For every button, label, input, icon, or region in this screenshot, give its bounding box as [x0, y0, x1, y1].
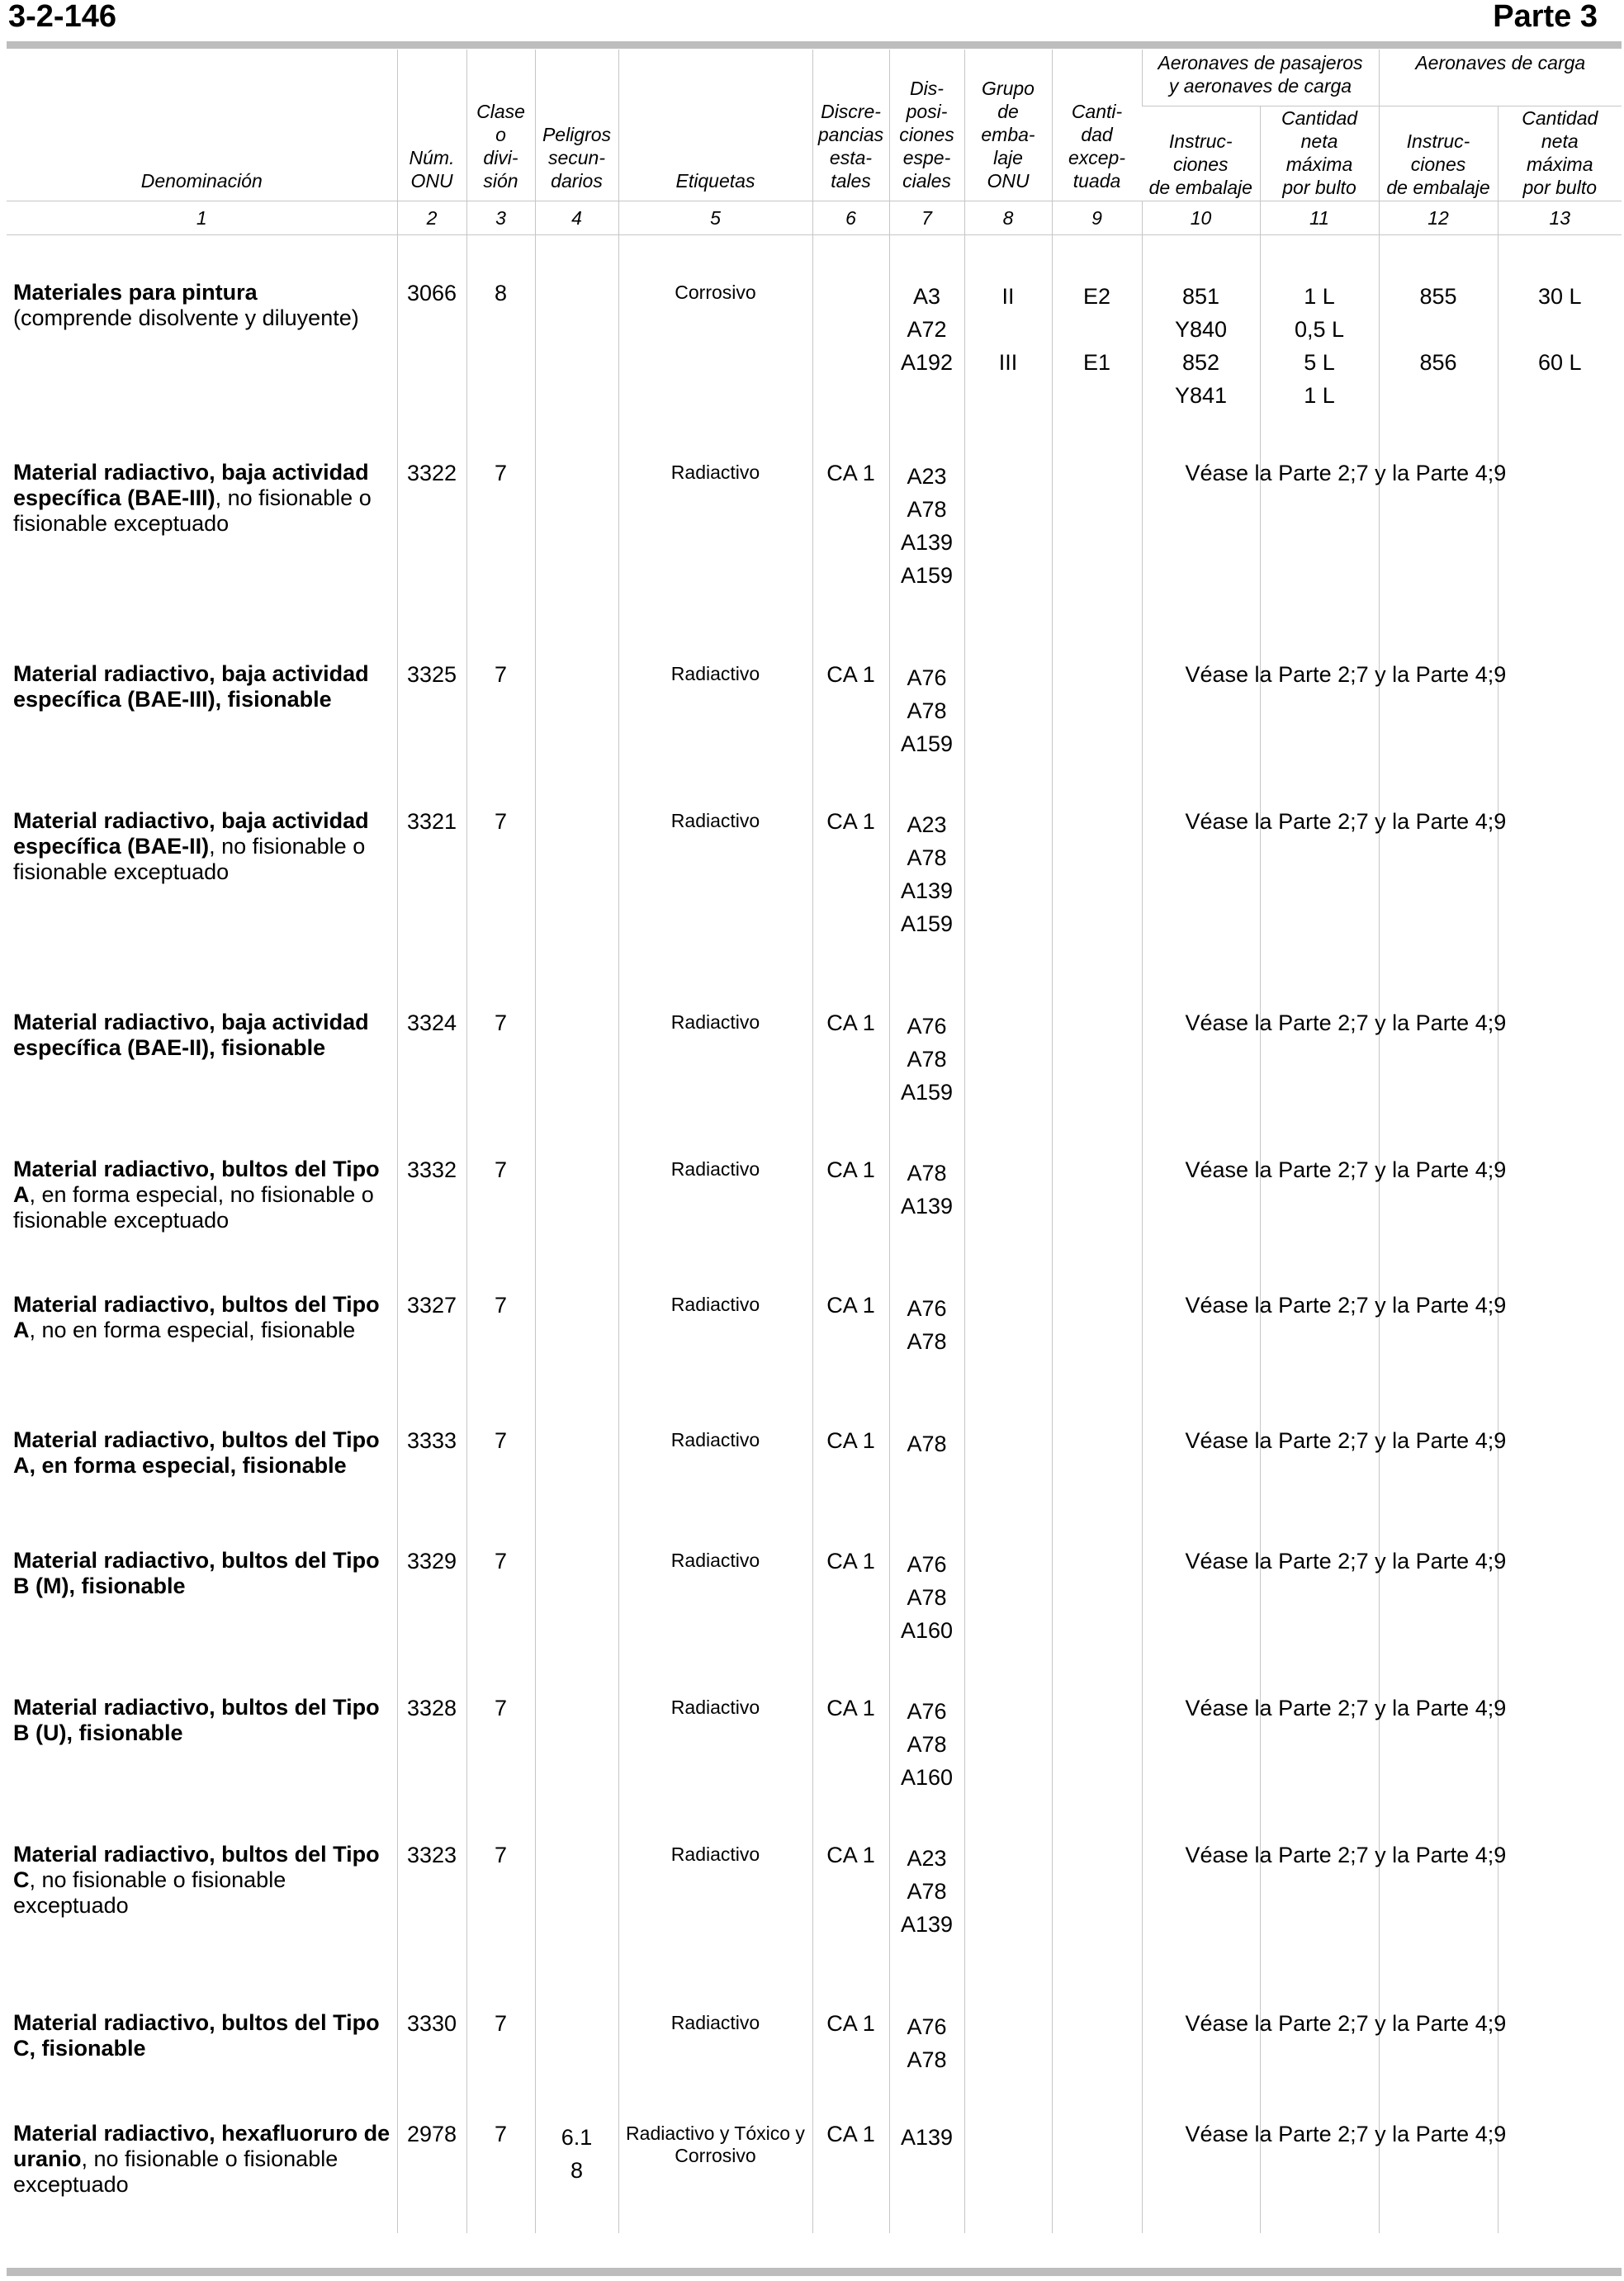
clase-cell: 7 [466, 965, 535, 1112]
etiquetas-cell: Radiactivo [618, 1650, 812, 1797]
disposiciones-cell: A76 A78 [889, 1966, 964, 2076]
reference-cell [1142, 2076, 1507, 2233]
instrucciones-carga-cell [1379, 1503, 1498, 1650]
clase-cell: 7 [466, 764, 535, 965]
clase-cell: 7 [466, 1383, 535, 1503]
etiquetas-cell: Radiactivo [618, 764, 812, 965]
discrepancias-cell: CA 1 [812, 2076, 889, 2233]
part-label: Parte 3 [1493, 0, 1598, 34]
col-instrucciones-carga: Instruc- ciones de embalaje [1379, 106, 1498, 201]
denominacion-text: , no fisionable o fisionable exceptuado [13, 833, 366, 884]
column-number: 11 [1260, 201, 1379, 235]
instrucciones-carga-cell: 855 856 [1379, 235, 1498, 415]
clase-cell: 7 [466, 617, 535, 764]
reference-text: Véase la Parte 2;7 y la Parte 4;9 [1185, 1548, 1507, 1574]
cantidad-exceptuada-cell [1052, 965, 1142, 1112]
discrepancias-cell: CA 1 [812, 1247, 889, 1383]
grupo-cell [964, 617, 1052, 764]
etiquetas-cell: Radiactivo [618, 1503, 812, 1650]
col-denominacion: Denominación [140, 170, 263, 192]
disposiciones-cell: A23 A78 A139 A159 [889, 764, 964, 965]
cantidad-pax-cell [1260, 415, 1379, 617]
col-cantidad-pax: Cantidad neta máxima por bulto [1260, 106, 1379, 201]
denominacion-cell [7, 1247, 397, 1383]
num-onu-cell: 3066 [397, 235, 466, 415]
cantidad-carga-cell [1498, 1797, 1622, 1966]
denominacion-bold-text: Material radiactivo, baja actividad específica (BAE-III), fisionable [13, 660, 369, 712]
clase-cell: 7 [466, 1797, 535, 1966]
col-disposiciones: Dis- posi- ciones espe- ciales [889, 50, 964, 201]
etiquetas-cell: Radiactivo [618, 1247, 812, 1383]
group-pasajeros: Aeronaves de pasajeros y aeronaves de carga [1142, 50, 1379, 106]
disposiciones-cell: A76 A78 [889, 1247, 964, 1383]
table-row [7, 1650, 1622, 1797]
num-onu-cell: 3329 [397, 1503, 466, 1650]
cantidad-carga-cell [1498, 1650, 1622, 1797]
etiquetas-cell: Radiactivo y Tóxico y Corrosivo [618, 2076, 812, 2233]
reference-text: Véase la Parte 2;7 y la Parte 4;9 [1185, 1695, 1507, 1720]
instrucciones-carga-cell [1379, 965, 1498, 1112]
grupo-cell [964, 1966, 1052, 2076]
etiquetas-cell: Radiactivo [618, 1966, 812, 2076]
col-cantidad-exceptuada: Canti- dad excep- tuada [1052, 50, 1142, 201]
top-rule [7, 41, 1622, 49]
cantidad-exceptuada-cell [1052, 1966, 1142, 2076]
grupo-cell [964, 1383, 1052, 1503]
denominacion-cell [7, 415, 397, 617]
denominacion-text: (comprende disolvente y diluyente) [13, 305, 359, 330]
etiquetas-cell: Radiactivo [618, 1383, 812, 1503]
grupo-cell [964, 1650, 1052, 1797]
reference-cell [1142, 1112, 1507, 1247]
etiquetas-cell: Corrosivo [618, 235, 812, 415]
clase-cell: 7 [466, 2076, 535, 2233]
reference-cell [1142, 1797, 1507, 1966]
table-row [7, 235, 1622, 415]
discrepancias-cell: CA 1 [812, 1966, 889, 2076]
denominacion-cell [7, 1966, 397, 2076]
clase-cell: 7 [466, 1503, 535, 1650]
denominacion-bold-text: Materiales para pintura [13, 280, 258, 305]
grupo-cell [964, 1247, 1052, 1383]
cantidad-pax-cell [1260, 2076, 1379, 2233]
reference-text: Véase la Parte 2;7 y la Parte 4;9 [1185, 1427, 1507, 1453]
peligros-cell [535, 415, 618, 617]
cantidad-carga-cell [1498, 965, 1622, 1112]
reference-text: Véase la Parte 2;7 y la Parte 4;9 [1185, 808, 1507, 834]
disposiciones-cell: A76 A78 A159 [889, 617, 964, 764]
num-onu-cell: 3321 [397, 764, 466, 965]
cantidad-carga-cell [1498, 1503, 1622, 1650]
discrepancias-cell [812, 235, 889, 415]
column-number: 7 [889, 201, 964, 235]
denominacion-cell [7, 2076, 397, 2233]
reference-text: Véase la Parte 2;7 y la Parte 4;9 [1185, 2121, 1507, 2146]
denominacion-cell [7, 235, 397, 415]
discrepancias-cell: CA 1 [812, 1383, 889, 1503]
clase-cell: 7 [466, 1247, 535, 1383]
grupo-cell [964, 764, 1052, 965]
col-grupo-embalaje: Grupo de emba- laje ONU [964, 50, 1052, 201]
cantidad-carga-cell [1498, 764, 1622, 965]
grupo-cell [964, 2076, 1052, 2233]
table-row [7, 617, 1622, 764]
denominacion-text: , no fisionable o fisionable exceptuado [13, 1867, 286, 1918]
column-number: 9 [1052, 201, 1142, 235]
reference-text: Véase la Parte 2;7 y la Parte 4;9 [1185, 1010, 1507, 1035]
cantidad-exceptuada-cell [1052, 1383, 1142, 1503]
peligros-cell [535, 1503, 618, 1650]
reference-cell [1142, 1966, 1507, 2076]
column-number: 6 [812, 201, 889, 235]
discrepancias-cell: CA 1 [812, 1650, 889, 1797]
cantidad-pax-cell [1260, 1650, 1379, 1797]
denominacion-bold-text: Material radiactivo, bultos del Tipo A, en forma especial, fisionable [13, 1427, 380, 1478]
denominacion-text: , en forma especial, no fisionable o fisionable exceptuado [13, 1181, 374, 1233]
reference-text: Véase la Parte 2;7 y la Parte 4;9 [1185, 1157, 1507, 1182]
num-onu-cell: 3333 [397, 1383, 466, 1503]
denominacion-bold-text: Material radiactivo, hexafluoruro de uranio [13, 2120, 391, 2171]
instrucciones-carga-cell [1379, 415, 1498, 617]
disposiciones-cell: A78 A139 [889, 1112, 964, 1247]
num-onu-cell: 3327 [397, 1247, 466, 1383]
peligros-cell [535, 1797, 618, 1966]
clase-cell: 8 [466, 235, 535, 415]
disposiciones-cell: A76 A78 A160 [889, 1650, 964, 1797]
denominacion-bold-text: Material radiactivo, bultos del Tipo B (U), fisionable [13, 1694, 380, 1745]
instrucciones-pax-cell: 851 Y840 852 Y841 [1142, 235, 1260, 415]
num-onu-cell: 3332 [397, 1112, 466, 1247]
table-row [7, 965, 1622, 1112]
instrucciones-carga-cell [1379, 2076, 1498, 2233]
denominacion-text: , no fisionable o fisionable exceptuado [13, 485, 372, 536]
etiquetas-cell: Radiactivo [618, 617, 812, 764]
num-onu-cell: 3328 [397, 1650, 466, 1797]
dangerous-goods-table [7, 50, 1622, 2233]
table-row [7, 1797, 1622, 1966]
cantidad-carga-cell [1498, 415, 1622, 617]
column-number: 13 [1498, 201, 1622, 235]
cantidad-carga-cell [1498, 1247, 1622, 1383]
grupo-cell [964, 415, 1052, 617]
reference-text: Véase la Parte 2;7 y la Parte 4;9 [1185, 2010, 1507, 2036]
cantidad-exceptuada-cell [1052, 764, 1142, 965]
num-onu-cell: 3330 [397, 1966, 466, 2076]
discrepancias-cell: CA 1 [812, 1797, 889, 1966]
column-number: 10 [1142, 201, 1260, 235]
bottom-rule [7, 2268, 1622, 2276]
clase-cell: 7 [466, 415, 535, 617]
table-row [7, 764, 1622, 965]
peligros-cell [535, 235, 618, 415]
discrepancias-cell: CA 1 [812, 764, 889, 965]
denominacion-cell [7, 1797, 397, 1966]
num-onu-cell: 2978 [397, 2076, 466, 2233]
disposiciones-cell: A76 A78 A159 [889, 965, 964, 1112]
disposiciones-cell: A78 [889, 1383, 964, 1503]
cantidad-exceptuada-cell [1052, 617, 1142, 764]
reference-cell [1142, 415, 1507, 617]
column-number: 4 [535, 201, 618, 235]
reference-cell [1142, 764, 1507, 965]
table-row [7, 1966, 1622, 2076]
clase-cell: 7 [466, 1650, 535, 1797]
clase-cell: 7 [466, 1966, 535, 2076]
reference-text: Véase la Parte 2;7 y la Parte 4;9 [1185, 661, 1507, 687]
denominacion-cell [7, 1112, 397, 1247]
grupo-cell [964, 1112, 1052, 1247]
column-number: 8 [964, 201, 1052, 235]
cantidad-exceptuada-cell [1052, 2076, 1142, 2233]
column-number: 12 [1379, 201, 1498, 235]
col-clase: Clase o divi- sión [466, 50, 535, 201]
instrucciones-carga-cell [1379, 764, 1498, 965]
col-etiquetas: Etiquetas [618, 50, 812, 201]
cantidad-carga-cell [1498, 617, 1622, 764]
cantidad-carga-cell [1498, 1966, 1622, 2076]
cantidad-exceptuada-cell [1052, 1650, 1142, 1797]
denominacion-cell [7, 1650, 397, 1797]
cantidad-pax-cell [1260, 1503, 1379, 1650]
num-onu-cell: 3325 [397, 617, 466, 764]
disposiciones-cell: A23 A78 A139 A159 [889, 415, 964, 617]
denominacion-cell [7, 617, 397, 764]
reference-text: Véase la Parte 2;7 y la Parte 4;9 [1185, 460, 1507, 485]
table-row [7, 1383, 1622, 1503]
denominacion-bold-text: Material radiactivo, baja actividad específica (BAE-II) [13, 807, 369, 859]
table-body [7, 235, 1622, 2233]
column-number: 3 [466, 201, 535, 235]
disposiciones-cell: A139 [889, 2076, 964, 2233]
cantidad-pax-cell: 1 L 0,5 L 5 L 1 L [1260, 235, 1379, 415]
discrepancias-cell: CA 1 [812, 1503, 889, 1650]
denominacion-bold-text: Material radiactivo, bultos del Tipo C [13, 1841, 380, 1892]
denominacion-text: , no fisionable o fisionable exceptuado [13, 2146, 339, 2197]
discrepancias-cell: CA 1 [812, 1112, 889, 1247]
denominacion-bold-text: Material radiactivo, bultos del Tipo A [13, 1156, 380, 1207]
table-row [7, 1247, 1622, 1383]
etiquetas-cell: Radiactivo [618, 1112, 812, 1247]
table-row [7, 415, 1622, 617]
group-carga: Aeronaves de carga [1379, 50, 1622, 106]
denominacion-bold-text: Material radiactivo, bultos del Tipo B (M), fisionable [13, 1547, 380, 1598]
peligros-cell [535, 617, 618, 764]
cantidad-pax-cell [1260, 965, 1379, 1112]
col-num-onu: Núm. ONU [397, 50, 466, 201]
grupo-cell [964, 965, 1052, 1112]
num-onu-cell: 3324 [397, 965, 466, 1112]
cantidad-exceptuada-cell [1052, 1247, 1142, 1383]
reference-cell [1142, 965, 1507, 1112]
etiquetas-cell: Radiactivo [618, 1797, 812, 1966]
cantidad-exceptuada-cell [1052, 1797, 1142, 1966]
column-number: 1 [7, 201, 397, 235]
col-instrucciones-pax: Instruc- ciones de embalaje [1148, 130, 1252, 198]
cantidad-carga-cell: 30 L 60 L [1498, 235, 1622, 415]
denominacion-bold-text: Material radiactivo, baja actividad específica (BAE-III) [13, 459, 369, 510]
column-number-row [7, 201, 1622, 235]
cantidad-pax-cell [1260, 764, 1379, 965]
grupo-cell: II III [964, 235, 1052, 415]
disposiciones-cell: A23 A78 A139 [889, 1797, 964, 1966]
discrepancias-cell: CA 1 [812, 415, 889, 617]
instrucciones-carga-cell [1379, 1650, 1498, 1797]
peligros-cell [535, 1383, 618, 1503]
cantidad-exceptuada-cell: E2 E1 [1052, 235, 1142, 415]
instrucciones-carga-cell [1379, 617, 1498, 764]
denominacion-cell [7, 965, 397, 1112]
reference-cell [1142, 1247, 1507, 1383]
col-discrepancias: Discre- pancias esta- tales [812, 50, 889, 201]
reference-cell [1142, 1383, 1507, 1503]
cantidad-pax-cell [1260, 1797, 1379, 1966]
reference-text: Véase la Parte 2;7 y la Parte 4;9 [1185, 1842, 1507, 1867]
peligros-cell [535, 1247, 618, 1383]
etiquetas-cell: Radiactivo [618, 415, 812, 617]
cantidad-exceptuada-cell [1052, 1503, 1142, 1650]
cantidad-carga-cell [1498, 1112, 1622, 1247]
page-number: 3-2-146 [8, 0, 116, 34]
denominacion-cell [7, 1383, 397, 1503]
column-number: 5 [618, 201, 812, 235]
denominacion-bold-text: Material radiactivo, bultos del Tipo C, fisionable [13, 2009, 380, 2061]
table-row [7, 1112, 1622, 1247]
cantidad-exceptuada-cell [1052, 415, 1142, 617]
col-peligros: Peligros secun- darios [535, 50, 618, 201]
peligros-cell: 6.1 8 [535, 2076, 618, 2233]
peligros-cell [535, 1112, 618, 1247]
num-onu-cell: 3323 [397, 1797, 466, 1966]
peligros-cell [535, 1650, 618, 1797]
denominacion-cell [7, 1503, 397, 1650]
discrepancias-cell: CA 1 [812, 965, 889, 1112]
denominacion-text: , no en forma especial, fisionable [29, 1317, 356, 1342]
cantidad-pax-cell [1260, 617, 1379, 764]
peligros-cell [535, 1966, 618, 2076]
disposiciones-cell: A3 A72 A192 [889, 235, 964, 415]
denominacion-bold-text: Material radiactivo, baja actividad específica (BAE-II), fisionable [13, 1009, 369, 1060]
reference-cell [1142, 1650, 1507, 1797]
peligros-cell [535, 965, 618, 1112]
denominacion-cell [7, 764, 397, 965]
table-row [7, 1503, 1622, 1650]
grupo-cell [964, 1797, 1052, 1966]
reference-cell [1142, 1503, 1507, 1650]
reference-cell [1142, 617, 1507, 764]
col-cantidad-carga: Cantidad neta máxima por bulto [1498, 106, 1622, 201]
disposiciones-cell: A76 A78 A160 [889, 1503, 964, 1650]
peligros-cell [535, 764, 618, 965]
cantidad-carga-cell [1498, 2076, 1622, 2233]
num-onu-cell: 3322 [397, 415, 466, 617]
table-row [7, 2076, 1622, 2233]
reference-text: Véase la Parte 2;7 y la Parte 4;9 [1185, 1292, 1507, 1318]
denominacion-bold-text: Material radiactivo, bultos del Tipo A [13, 1291, 380, 1342]
discrepancias-cell: CA 1 [812, 617, 889, 764]
etiquetas-cell: Radiactivo [618, 965, 812, 1112]
cantidad-carga-cell [1498, 1383, 1622, 1503]
cantidad-exceptuada-cell [1052, 1112, 1142, 1247]
clase-cell: 7 [466, 1112, 535, 1247]
instrucciones-carga-cell [1379, 1797, 1498, 1966]
grupo-cell [964, 1503, 1052, 1650]
column-number: 2 [397, 201, 466, 235]
